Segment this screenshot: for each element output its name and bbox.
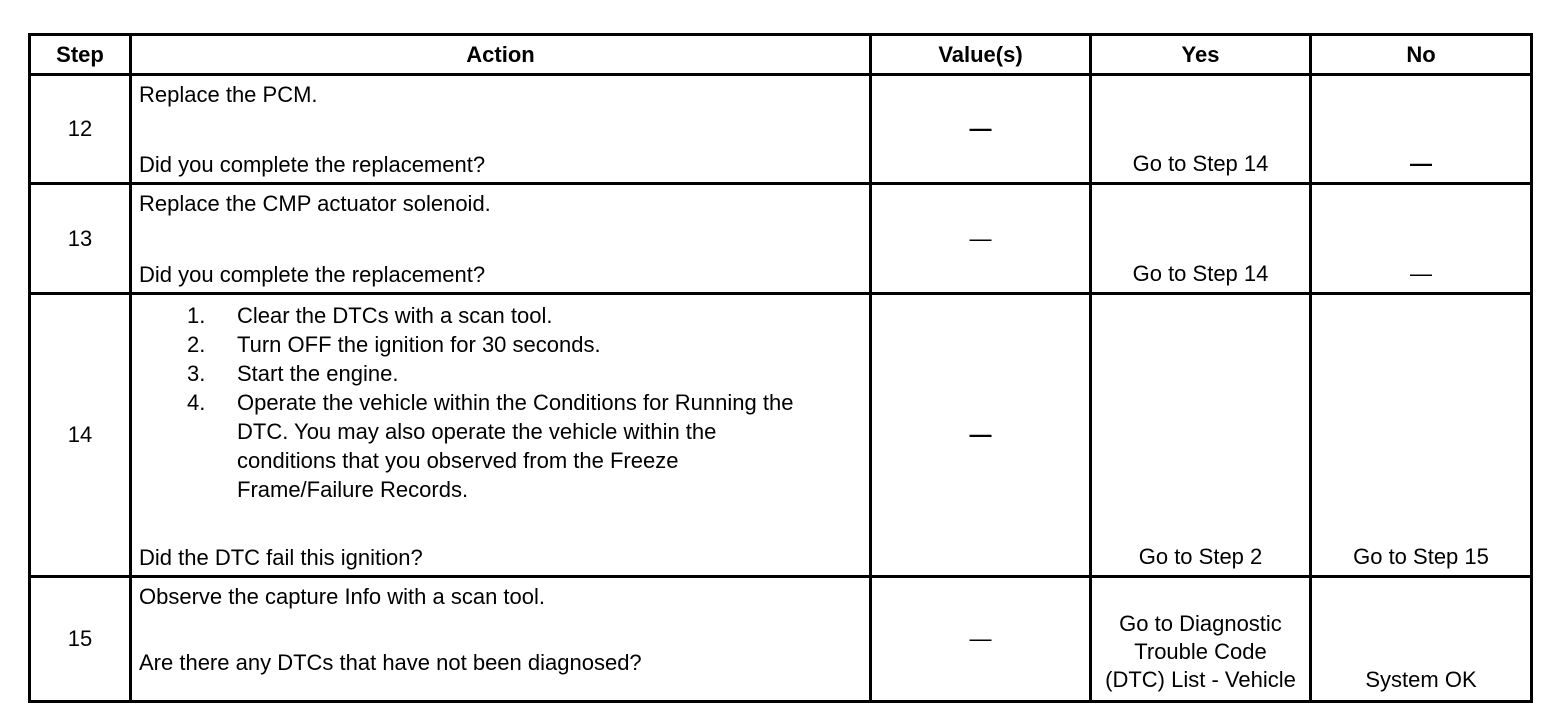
no-result: — xyxy=(1410,151,1432,177)
step-number: 14 xyxy=(30,293,131,576)
yes-result: Go to Step 14 xyxy=(1132,151,1269,177)
header-values: Value(s) xyxy=(871,35,1091,75)
yes-cell xyxy=(1091,75,1311,184)
action-question: Are there any DTCs that have not been diagnosed? xyxy=(139,650,642,675)
value-cell: — xyxy=(871,75,1091,184)
action-question: Did you complete the replacement? xyxy=(139,152,486,178)
yes-result-link[interactable]: Go to Diagnostic Trouble Code (DTC) List - Vehicle xyxy=(1105,611,1296,692)
action-text: Replace the CMP actuator solenoid. xyxy=(139,191,491,217)
list-item-number: 4. xyxy=(187,389,206,415)
action-list xyxy=(187,301,797,504)
header-action: Action xyxy=(131,35,871,75)
no-result: Go to Step 15 xyxy=(1353,543,1489,569)
no-cell xyxy=(1311,293,1532,576)
list-item xyxy=(187,388,797,504)
yes-result: Go to Step 14 xyxy=(1132,260,1269,286)
header-yes: Yes xyxy=(1091,35,1311,75)
action-text: Observe the capture Info with a scan tool. xyxy=(139,583,546,609)
action-cell xyxy=(131,293,871,576)
no-cell xyxy=(1311,75,1532,184)
yes-cell xyxy=(1091,293,1311,576)
yes-cell xyxy=(1091,576,1311,701)
header-no: No xyxy=(1311,35,1532,75)
step-number: 13 xyxy=(30,184,131,293)
list-item xyxy=(187,301,797,330)
list-item-text: Clear the DTCs with a scan tool. xyxy=(237,302,553,328)
action-cell xyxy=(131,75,871,184)
action-cell xyxy=(131,576,871,701)
yes-result: Go to Step 2 xyxy=(1138,543,1263,569)
header-step: Step xyxy=(30,35,131,75)
table-row-step-14 xyxy=(30,293,1532,576)
value-cell: — xyxy=(871,184,1091,293)
no-result: System OK xyxy=(1365,667,1477,692)
list-item xyxy=(187,330,797,359)
step-number: 15 xyxy=(30,576,131,701)
list-item-number: 3. xyxy=(187,360,206,386)
list-item-text: Start the engine. xyxy=(237,360,399,386)
header-row xyxy=(30,35,1532,75)
list-item-number: 2. xyxy=(187,331,206,357)
value-cell: — xyxy=(871,293,1091,576)
no-cell xyxy=(1311,184,1532,293)
list-item xyxy=(187,359,797,388)
step-number: 12 xyxy=(30,75,131,184)
yes-cell xyxy=(1091,184,1311,293)
action-question: Did the DTC fail this ignition? xyxy=(139,544,423,570)
no-result: — xyxy=(1410,260,1432,286)
value-cell: — xyxy=(871,576,1091,701)
list-item-text: Turn OFF the ignition for 30 seconds. xyxy=(237,331,601,357)
table-row-step-12 xyxy=(30,75,1532,184)
no-cell xyxy=(1311,576,1532,701)
list-item-text: Operate the vehicle within the Conditions for Running the DTC. You may also operate the vehicle within the conditions that you observed from the Freeze Frame/Failure Records. xyxy=(237,389,794,502)
action-question: Did you complete the replacement? xyxy=(139,261,486,287)
diagnostic-table xyxy=(28,33,1533,703)
table-row-step-13 xyxy=(30,184,1532,293)
table-row-step-15 xyxy=(30,576,1532,701)
action-cell xyxy=(131,184,871,293)
list-item-number: 1. xyxy=(187,302,206,328)
action-text: Replace the PCM. xyxy=(139,82,318,108)
